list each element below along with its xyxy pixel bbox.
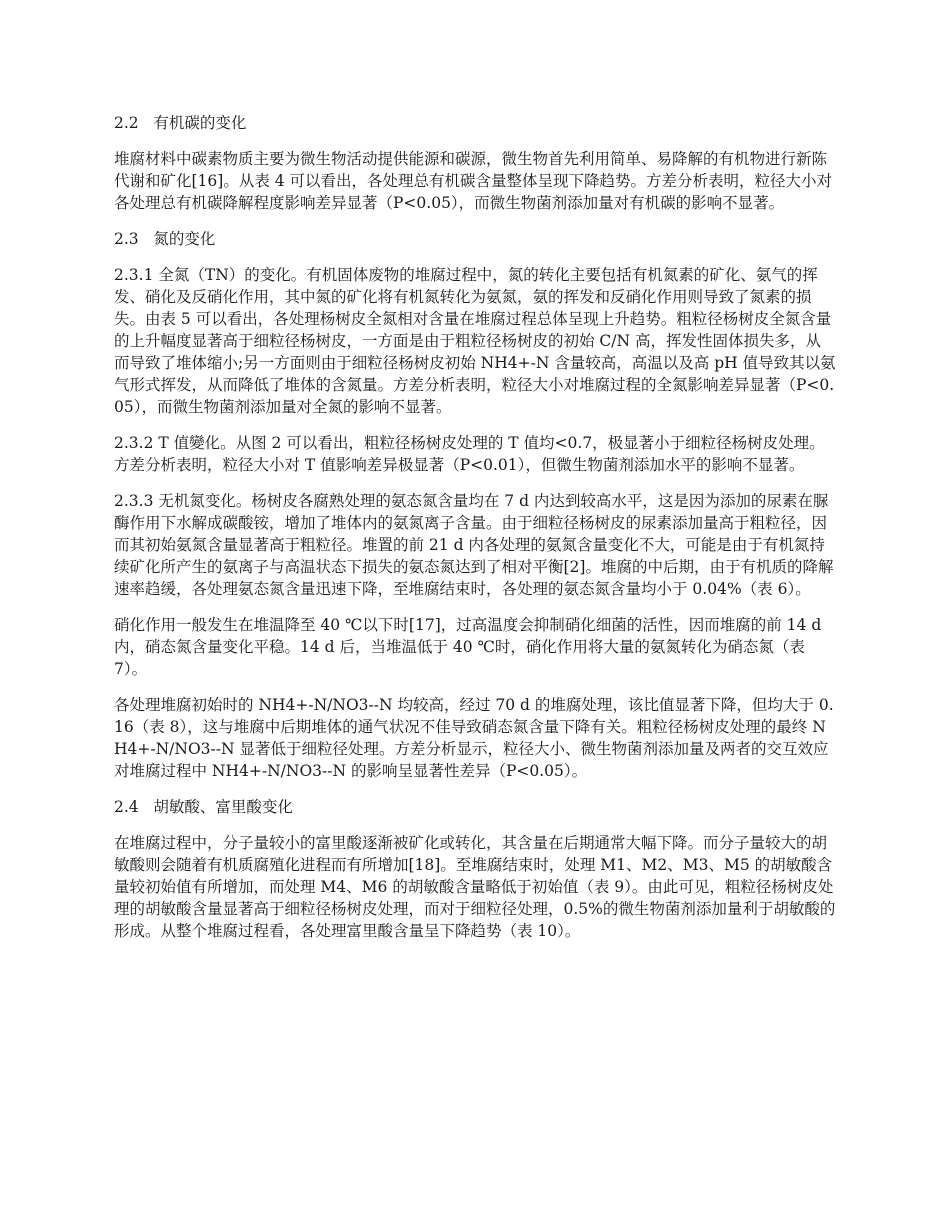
section-heading: 2.3 氮的变化 [114,230,216,248]
section-heading: 2.2 有机碳的变化 [114,114,247,132]
body-paragraph: 在堆腐过程中，分子量较小的富里酸逐渐被矿化或转化，其含量在后期通常大幅下降。而分子量较大的胡敏酸则会随着有机质腐殖化进程而有所增加[18]。至堆腐结束时，处理 M1、M2、M3、M5 的胡敏酸含量较初始值有所增加，而处理 M4、M6 的胡敏酸含量略低于初始值（表 9）。由此可见，粗粒径杨树皮处理的胡敏酸含量显著高于细粒径杨树皮处理，而对于细粒径处理，0.5%的微生物菌剂添加量利于胡敏酸的形成。从整个堆腐过程看，各处理富里酸含量呈下降趋势（表 10）。 [114,834,836,940]
body-paragraph: 各处理堆腐初始时的 NH4+-N/NO3--N 均较高，经过 70 d 的堆腐处理，该比值显著下降，但均大于 0.16（表 8），这与堆腐中后期堆体的通气状况不佳导致硝态氮含量下降有关。粗粒径杨树皮处理的最终 NH4+-N/NO3--N 显著低于细粒径处理。方差分析显示，粒径大小、微生物菌剂添加量及两者的交互效应对堆腐过程中 NH4+-N/NO3--N 的影响呈显著性差异（P<0.05）。 [114,696,834,780]
section-heading: 2.4 胡敏酸、富里酸变化 [114,798,293,816]
body-paragraph: 2.3.1 全氮（TN）的变化。有机固体废物的堆腐过程中，氮的转化主要包括有机氮素的矿化、氨气的挥发、硝化及反硝化作用，其中氮的矿化将有机氮转化为氨氮，氨的挥发和反硝化作用则导致了氮素的损失。由表 5 可以看出，各处理杨树皮全氮相对含量在堆腐过程总体呈现上升趋势。粗粒径杨树皮全氮含量的上升幅度显著高于细粒径杨树皮，一方面是由于粗粒径杨树皮的初始 C/N 高，挥发性固体损失多，从而导致了堆体缩小;另一方面则由于细粒径杨树皮初始 NH4+-N 含量较高，高温以及高 pH 值导致其以氨气形式挥发，从而降低了堆体的含氮量。方差分析表明，粒径大小对堆腐过程的全氮影响差异显著（P<0.05），而微生物菌剂添加量对全氮的影响不显著。 [114,266,836,416]
body-paragraph: 2.3.3 无机氮变化。杨树皮各腐熟处理的氨态氮含量均在 7 d 内达到较高水平，这是因为添加的尿素在脲酶作用下水解成碳酸铵，增加了堆体内的氨氮离子含量。由于细粒径杨树皮的尿素添加量高于粗粒径，因而其初始氨氮含量显著高于粗粒径。堆置的前 21 d 内各处理的氨氮含量变化不大，可能是由于有机氮持续矿化所产生的氨离子与高温状态下损失的氨态氮达到了相对平衡[2]。堆腐的中后期，由于有机质的降解速率趋缓，各处理氨态氮含量迅速下降，至堆腐结束时，各处理的氨态氮含量均小于 0.04%（表 6）。 [114,492,834,598]
body-paragraph: 堆腐材料中碳素物质主要为微生物活动提供能源和碳源，微生物首先利用简单、易降解的有机物进行新陈代谢和矿化[16]。从表 4 可以看出，各处理总有机碳含量整体呈现下降趋势。方差分析表明，粒径大小对各处理总有机碳降解程度影响差异显著（P<0.05），而微生物菌剂添加量对有机碳的影响不显著。 [114,150,833,212]
body-paragraph: 硝化作用一般发生在堆温降至 40 ℃以下时[17]，过高温度会抑制硝化细菌的活性，因而堆腐的前 14 d 内，硝态氮含量变化平稳。14 d 后，当堆温低于 40 ℃时，硝化作用将大量的氨氮转化为硝态氮（表 7）。 [114,616,822,678]
body-paragraph: 2.3.2 T 值變化。从图 2 可以看出，粗粒径杨树皮处理的 T 值均<0.7，极显著小于细粒径杨树皮处理。方差分析表明，粒径大小对 T 值影响差异极显著（P<0.01），但微生物菌剂添加水平的影响不显著。 [114,434,825,474]
